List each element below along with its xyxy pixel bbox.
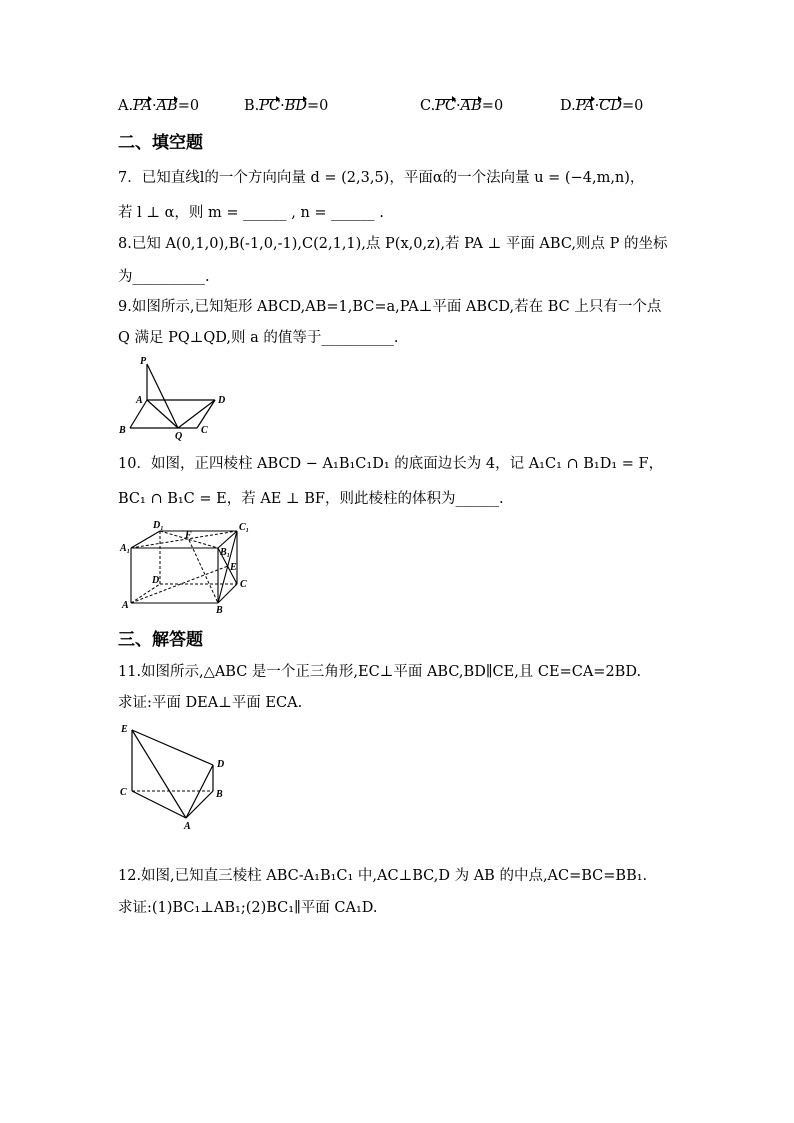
label-d: D <box>152 575 160 586</box>
vector-pc: PC <box>259 98 281 114</box>
label-b: B <box>216 789 223 800</box>
q9-figure <box>115 352 235 442</box>
section-fill-in-heading: 二、填空题 <box>118 133 203 153</box>
vector-pa: PA <box>133 98 152 114</box>
label-e: E <box>121 724 128 735</box>
option-b-prefix: B. <box>244 98 260 114</box>
label-b: B <box>216 605 223 616</box>
label-a1: A₁ <box>120 543 131 554</box>
vector-ab: AB <box>460 98 482 114</box>
equals-zero: =0 <box>621 98 644 114</box>
q7-line2: 若 l ⊥ α，则 m = ______ , n = ______ . <box>118 205 384 221</box>
label-d: D <box>218 395 226 406</box>
label-c: C <box>240 579 247 590</box>
label-d1: D₁ <box>153 520 164 531</box>
q8-line1: 8.已知 A(0,1,0),B(-1,0,-1),C(2,1,1),点 P(x,0,z),若 PA ⊥ 平面 ABC,则点 P 的坐标 <box>118 236 668 252</box>
option-a-prefix: A. <box>118 98 134 114</box>
equals-zero: =0 <box>177 98 200 114</box>
q10-line2: BC₁ ∩ B₁C = E，若 AE ⊥ BF，则此棱柱的体积为______. <box>118 491 504 507</box>
q10-figure <box>118 518 258 618</box>
label-q: Q <box>175 431 183 442</box>
equals-zero: =0 <box>307 98 329 114</box>
vector-bd: BD <box>284 98 308 114</box>
vector-pa: PA <box>575 98 595 114</box>
label-p: P <box>140 356 147 367</box>
label-d: D <box>217 759 225 770</box>
label-c: C <box>120 787 127 798</box>
label-b1: B₁ <box>220 547 231 558</box>
q7-line1: 7．已知直线l的一个方向向量 d = (2,3,5)，平面α的一个法向量 u = (−4,m,n)， <box>118 170 645 186</box>
dot: · <box>594 98 600 114</box>
label-c: C <box>201 425 208 436</box>
option-c <box>420 98 503 114</box>
option-d-prefix: D. <box>560 98 576 114</box>
label-a: A <box>184 821 191 832</box>
q11-line2: 求证:平面 DEA⊥平面 ECA. <box>118 695 303 711</box>
dot: · <box>456 98 461 114</box>
vector-pc: PC <box>435 98 457 114</box>
option-c-prefix: C. <box>420 98 436 114</box>
equals-zero: =0 <box>481 98 504 114</box>
dot: · <box>280 98 285 114</box>
option-d <box>560 98 643 114</box>
section-answer-heading: 三、解答题 <box>118 630 203 650</box>
q11-line1: 11.如图所示,△ABC 是一个正三角形,EC⊥平面 ABC,BD∥CE,且 CE=CA=2BD. <box>118 664 642 680</box>
q12-line2: 求证:(1)BC₁⊥AB₁;(2)BC₁∥平面 CA₁D. <box>118 900 378 916</box>
label-b: B <box>119 425 126 436</box>
q10-line1: 10．如图，正四棱柱 ABCD − A₁B₁C₁D₁ 的底面边长为 4，记 A₁C₁ ∩ B₁D₁ = F， <box>118 456 664 472</box>
q11-figure <box>118 718 238 833</box>
dot: · <box>152 98 157 114</box>
q9-line1: 9.如图所示,已知矩形 ABCD,AB=1,BC=a,PA⊥平面 ABCD,若在 BC 上只有一个点 <box>118 299 662 315</box>
q8-line2: 为__________. <box>118 269 210 285</box>
label-f: F <box>185 530 192 541</box>
q9-line2: Q 满足 PQ⊥QD,则 a 的值等于__________. <box>118 330 399 346</box>
label-a: A <box>136 395 143 406</box>
q12-line1: 12.如图,已知直三棱柱 ABC-A₁B₁C₁ 中,AC⊥BC,D 为 AB 的中点,AC=BC=BB₁. <box>118 868 648 884</box>
label-a: A <box>122 600 129 611</box>
option-b <box>244 98 328 114</box>
option-a <box>118 98 199 114</box>
vector-cd: CD <box>599 98 622 114</box>
vector-ab: AB <box>156 98 178 114</box>
label-c1: C₁ <box>239 522 250 533</box>
label-e: E <box>230 562 237 573</box>
